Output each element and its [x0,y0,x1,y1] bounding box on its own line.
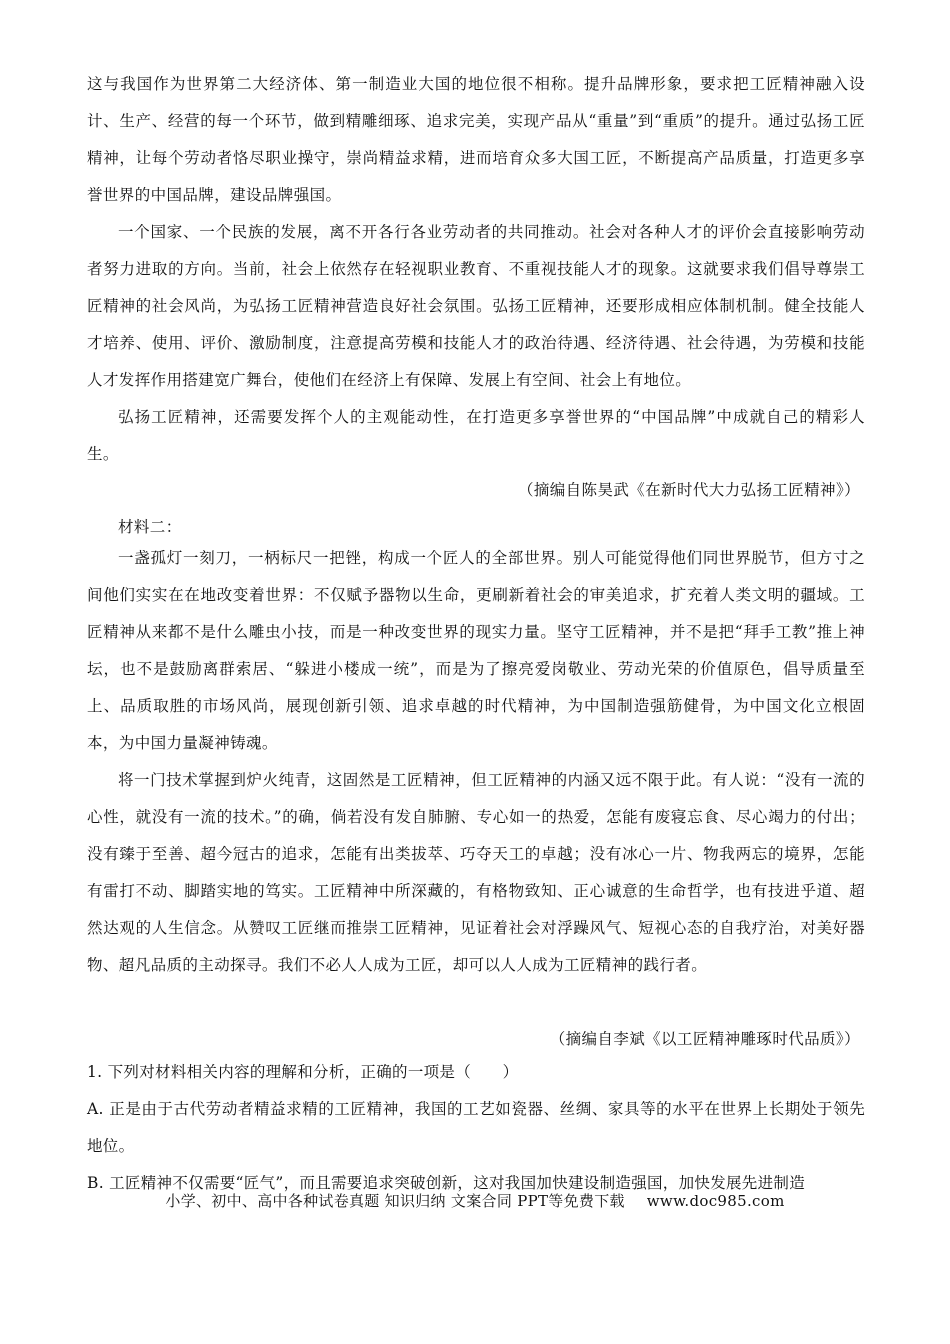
option-a: A. 正是由于古代劳动者精益求精的工匠精神，我国的工艺如瓷器、丝绸、家具等的水平在世界上长期处于领先地位。 [87,1100,865,1155]
material-two-body [87,540,865,984]
footer-url[interactable]: www.doc985.com [646,1192,785,1210]
material-two-paragraph-2: 将一门技术掌握到炉火纯青，这固然是工匠精神，但工匠精神的内涵又远不限于此。有人说：“没有一流的心性，就没有一流的技术。”的确，倘若没有发自肺腑、专心如一的热爱，怎能有废寝忘食、尽心竭力的付出；没有臻于至善、超今冠古的追求，怎能有出类拔萃、巧夺天工的卓越；没有冰心一片、物我两忘的境界，怎能有雷打不动、脚踏实地的笃实。工匠精神中所深藏的，有格物致知、正心诚意的生命哲学，也有技进乎道、超然达观的人生信念。从赞叹工匠继而推崇工匠精神，见证着社会对浮躁风气、短视心态的自我疗治，对美好器物、超凡品质的主动探寻。我们不必人人成为工匠，却可以人人成为工匠精神的践行者。 [87,771,865,974]
material-one-body [87,66,865,473]
question-stem: 1. 下列对材料相关内容的理解和分析，正确的一项是（ ） [87,1063,519,1081]
material-one-source: （摘编自陈昊武《在新时代大力弘扬工匠精神》） [517,481,860,499]
footer-text: 小学、初中、高中各种试卷真题 知识归纳 文案合同 PPT等免费下载 [165,1192,625,1210]
material-one-paragraph-2: 一个国家、一个民族的发展，离不开各行各业劳动者的共同推动。社会对各种人才的评价会直接影响劳动者努力进取的方向。当前，社会上依然存在轻视职业教育、不重视技能人才的现象。这就要求我们倡导尊崇工匠精神的社会风尚，为弘扬工匠精神营造良好社会氛围。弘扬工匠精神，还要形成相应体制机制。健全技能人才培养、使用、评价、激励制度，注意提高劳模和技能人才的政治待遇、经济待遇、社会待遇，为劳模和技能人才发挥作用搭建宽广舞台，使他们在经济上有保障、发展上有空间、社会上有地位。 [87,223,865,389]
option-b: B. 工匠精神不仅需要“匠气”，而且需要追求突破创新，这对我国加快建设制造强国，加快发展先进制造 [87,1174,805,1192]
material-one-paragraph-1: 这与我国作为世界第二大经济体、第一制造业大国的地位很不相称。提升品牌形象，要求把工匠精神融入设计、生产、经营的每一个环节，做到精雕细琢、追求完美，实现产品从“重量”到“重质”的提升。通过弘扬工匠精神，让每个劳动者恪尽职业操守，崇尚精益求精，进而培育众多大国工匠，不断提高产品质量，打造更多享誉世界的中国品牌，建设品牌强国。 [87,75,865,204]
material-two-label: 材料二： [118,518,182,536]
material-two-paragraph-1: 一盏孤灯一刻刀，一柄标尺一把锉，构成一个匠人的全部世界。别人可能觉得他们同世界脱节，但方寸之间他们实实在在地改变着世界：不仅赋予器物以生命，更刷新着社会的审美追求，扩充着人类文明的疆域。工匠精神从来都不是什么雕虫小技，而是一种改变世界的现实力量。坚守工匠精神，并不是把“拜手工教”推上神坛，也不是鼓励离群索居、“躲进小楼成一统”，而是为了擦亮爱岗敬业、劳动光荣的价值原色，倡导质量至上、品质取胜的市场风尚，展现创新引领、追求卓越的时代精神，为中国制造强筋健骨，为中国文化立根固本，为中国力量凝神铸魂。 [87,549,865,752]
question-1 [87,1054,865,1202]
material-two-source: （摘编自李斌《以工匠精神雕琢时代品质》） [549,1030,860,1048]
material-one-paragraph-3: 弘扬工匠精神，还需要发挥个人的主观能动性，在打造更多享誉世界的“中国品牌”中成就自己的精彩人生。 [87,408,865,463]
page-footer [0,1190,950,1211]
